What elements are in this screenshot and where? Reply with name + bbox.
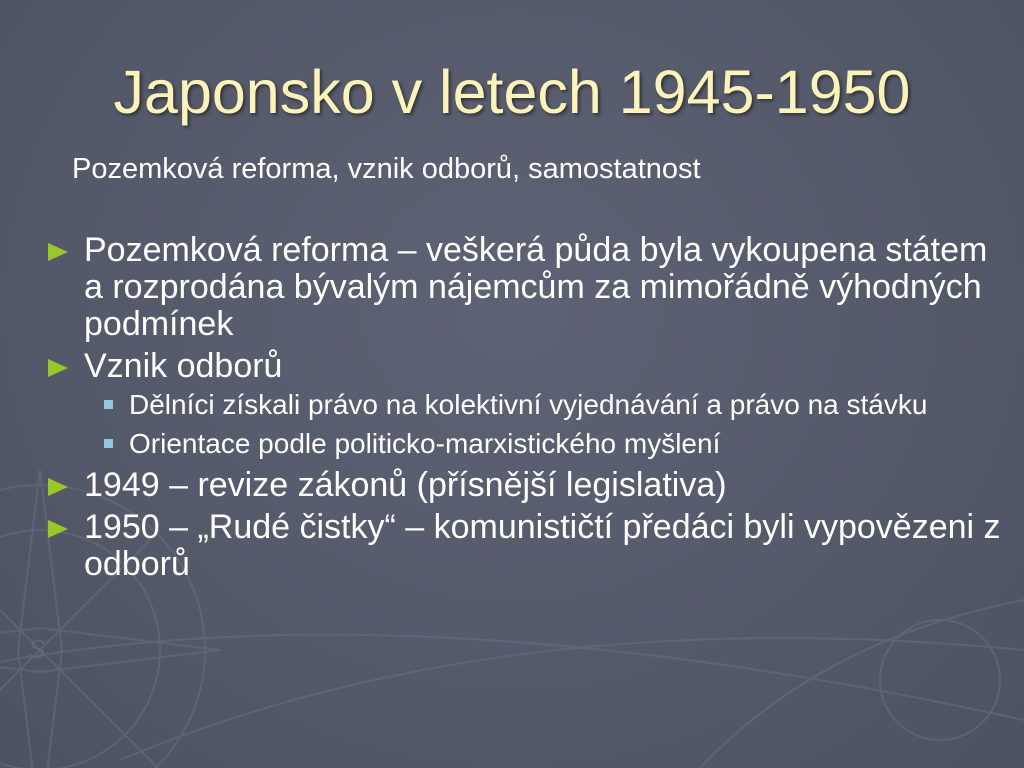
triangle-arrow-icon bbox=[48, 478, 68, 496]
triangle-arrow-icon bbox=[48, 359, 68, 377]
bullet-text: Pozemková reforma – veškerá půda byla vykoupena státem a rozprodána bývalým nájemcům za mimořádně výhodných podmínek bbox=[84, 231, 988, 343]
sub-bullet-text: Dělníci získali právo na kolektivní vyjednávání a právo na stávku bbox=[129, 389, 928, 420]
bullet-list bbox=[44, 232, 1004, 588]
bullet-text: Vznik odborů bbox=[84, 347, 283, 385]
triangle-arrow-icon bbox=[48, 243, 68, 261]
sub-bullet-item bbox=[84, 389, 1004, 420]
bullet-item bbox=[44, 509, 1004, 583]
sub-bullet-item bbox=[84, 428, 1004, 459]
bullet-text: 1949 – revize zákonů (přísnější legislativa) bbox=[84, 466, 727, 504]
bullet-text: 1950 – „Rudé čistky“ – komunističtí předáci byli vypovězeni z odborů bbox=[84, 508, 1001, 583]
triangle-arrow-icon bbox=[48, 520, 68, 538]
square-bullet-icon bbox=[104, 400, 113, 409]
slide-title: Japonsko v letech 1945-1950 bbox=[113, 58, 911, 126]
bullet-item bbox=[44, 232, 1004, 343]
square-bullet-icon bbox=[104, 439, 113, 448]
bullet-item bbox=[44, 348, 1004, 459]
svg-text:S: S bbox=[28, 634, 46, 664]
sub-bullet-text: Orientace podle politicko-marxistického myšlení bbox=[129, 428, 721, 459]
sub-bullet-list bbox=[84, 389, 1004, 459]
bullet-item bbox=[44, 467, 1004, 504]
slide-subtitle: Pozemková reforma, vznik odborů, samostatnost bbox=[72, 153, 701, 185]
